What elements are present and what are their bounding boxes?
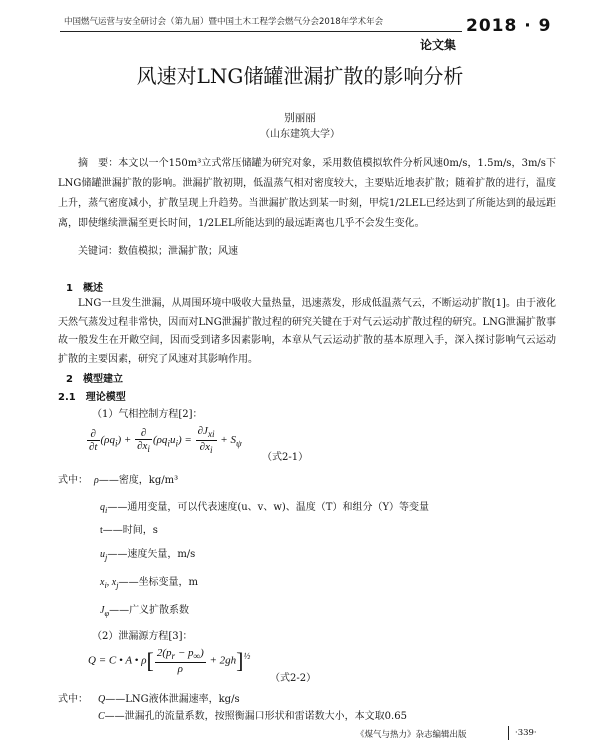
header-rule <box>60 31 462 32</box>
keywords-label: 关键词： <box>78 246 118 257</box>
section-2-1-heading: 2.1 理论模型 <box>58 392 126 403</box>
section-2-heading: 2 模型建立 <box>66 374 123 385</box>
section-1-body: LNG一旦发生泄漏，从周围环境中吸收大量热量，迅速蒸发，形成低温蒸气云，不断运动扩散[1]。由于液化天然气蒸发过程非常快，因而对LNG泄漏扩散过程的研究关键在于对气云运动扩散过程的研究。LNG泄漏扩散事故一般发生在开敞空间，因而受到诸多因素影响，本章从气云运动扩散的基本原理入手，深入探讨影响气云运动扩散的主要因素，研究了风速对其影响作用。 <box>58 298 556 365</box>
footer-journal: 《煤气与热力》杂志编辑出版 <box>356 730 467 740</box>
q-desc: ——通用变量，可以代表速度(u、v、w)、温度（T）和组分（Y）等变量 <box>107 502 430 513</box>
abstract <box>58 154 556 234</box>
equation-2-intro: （2）泄漏源方程[3]： <box>92 631 193 642</box>
where-label: 式中： <box>58 475 88 486</box>
conference-header: 中国燃气运营与安全研讨会（第九届）暨中国土木工程学会燃气分会2018年学术年会 <box>64 17 384 27</box>
equation-1-intro: （1）气相控制方程[2]： <box>92 409 203 420</box>
keywords-text: 数值模拟；泄漏扩散；风速 <box>118 246 238 257</box>
where-label-2: 式中： <box>58 694 88 705</box>
author: 别丽丽 <box>284 112 316 124</box>
equation-2-2: Q = C • A • ρ[ $\frac{2(p_r - p_\infty)}{\rho}$ + 2gh]$^{\frac{1}{2}}$ <box>88 647 251 676</box>
equation-2-2-label: （式2-2） <box>270 673 317 684</box>
C-desc: ——泄漏孔的流量系数，按照衡漏口形状和雷诺数大小，本文取0.65 <box>104 711 407 722</box>
abstract-text: 本文以一个150m³立式常压储罐为研究对象，采用数值模拟软件分析风速0m/s，1.5m/s，3m/s下LNG储罐泄漏扩散的影响。泄漏扩散初期，低温蒸气相对密度较大，主要贴近地表扩散；随着扩散的进行，温度上升，蒸气密度减小，扩散呈现上升趋势。当泄漏扩散达到某一时刻，甲烷1/2LEL已经达到了所能达到的最远距离，即使继续泄漏至更长时间，1/2LEL所能达到的最远距离也几乎不会发生变化。 <box>58 158 557 229</box>
j-desc: ——广义扩散系数 <box>109 605 190 616</box>
keywords <box>58 242 556 261</box>
rho-desc: ——密度，kg/m³ <box>98 475 179 486</box>
section-1-heading: 1 概述 <box>66 283 103 294</box>
t-desc: ——时间，s <box>102 525 158 536</box>
u-definition: $u_j——$速度矢量，m/s <box>100 549 196 562</box>
page-number: ·339· <box>515 728 537 738</box>
page-title: 风速对LNG储罐泄漏扩散的影响分析 <box>136 64 464 88</box>
Q-desc: ——LNG液体泄漏速率，kg/s <box>105 694 240 705</box>
j-definition: $J_\varphi——$广义扩散系数 <box>100 605 190 618</box>
u-desc: ——速度矢量，m/s <box>107 549 196 560</box>
Q-definition: Q——LNG液体泄漏速率，kg/s <box>98 694 240 705</box>
equation-2-1: $\frac{\partial}{\partial t}$ $(\rho q_i)$ + $\frac{\partial}{\partial x_i}$ $(\rho q_iu_i)$ = $\frac{\partial J_{xi}}{\partial x_i}$ + $S_\psi$ <box>89 425 242 456</box>
rho-definition: ρ——密度，kg/m³ <box>94 475 179 486</box>
t-definition: t——时间，s <box>100 525 158 536</box>
abstract-label: 摘 要： <box>78 158 119 169</box>
year-issue: 2018 · 9 <box>466 16 552 36</box>
footer-divider <box>508 726 509 740</box>
q-definition: $q_i——$通用变量，可以代表速度(u、v、w)、温度（T）和组分（Y）等变量 <box>100 502 430 515</box>
equation-2-1-label: （式2-1） <box>262 452 309 463</box>
affiliation: （山东建筑大学） <box>260 129 340 140</box>
x-desc: ——坐标变量，m <box>118 577 199 588</box>
collection-label: 论文集 <box>420 38 457 52</box>
C-definition: C——泄漏孔的流量系数，按照衡漏口形状和雷诺数大小，本文取0.65 <box>98 711 407 722</box>
x-definition: $x_i$, $x_j——$坐标变量，m <box>100 577 199 590</box>
